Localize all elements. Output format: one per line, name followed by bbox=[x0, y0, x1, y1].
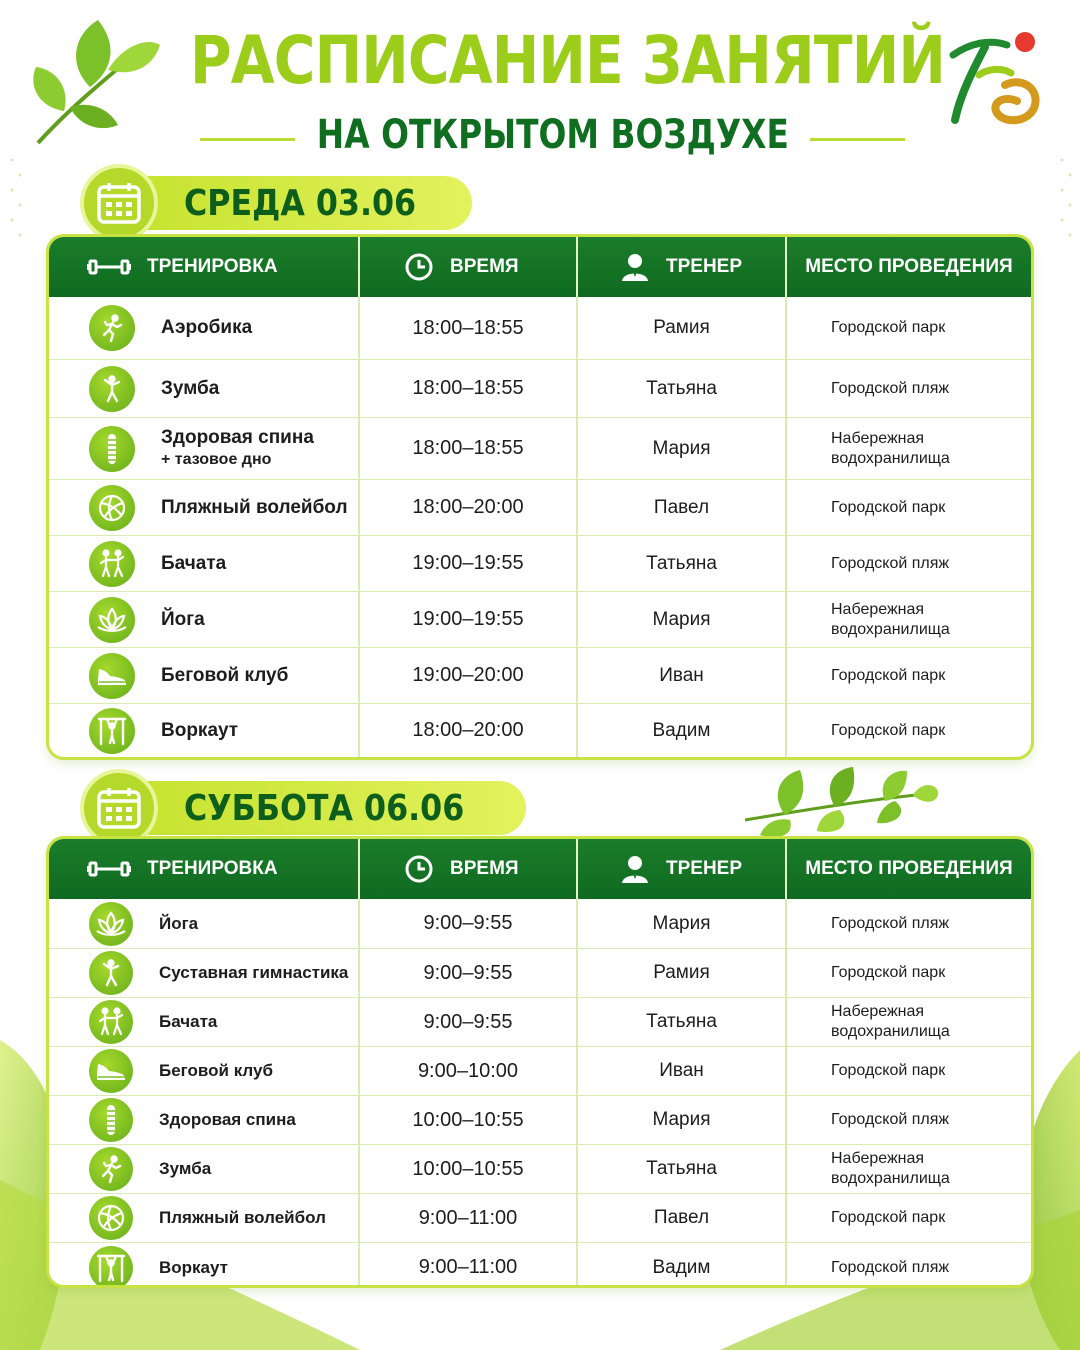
activity-name bbox=[161, 427, 314, 471]
dumbbell-icon bbox=[87, 256, 131, 278]
activity-name bbox=[159, 1011, 217, 1033]
cell-activity bbox=[49, 1243, 360, 1288]
pullup-bar-icon bbox=[89, 708, 135, 754]
runner-icon bbox=[89, 305, 135, 351]
activity-line-1: Здоровая спина bbox=[159, 1110, 296, 1129]
place-text bbox=[831, 721, 945, 741]
cell-trainer: Рамия bbox=[578, 949, 787, 997]
place-line-1: Городской парк bbox=[831, 964, 946, 981]
cell-time: 18:00–18:55 bbox=[360, 360, 578, 417]
place-text bbox=[831, 600, 950, 640]
cell-trainer: Павел bbox=[578, 1194, 787, 1242]
day-label: СУББОТА 06.06 bbox=[184, 787, 465, 829]
cell-activity bbox=[49, 1194, 360, 1242]
cell-trainer: Мария bbox=[578, 418, 787, 479]
cell-activity bbox=[49, 592, 360, 647]
activity-name bbox=[161, 609, 205, 631]
dancing-couple-icon bbox=[89, 541, 135, 587]
activity-line-1: Воркаут bbox=[161, 719, 239, 741]
cell-trainer: Мария bbox=[578, 592, 787, 647]
table-row bbox=[49, 1046, 1031, 1095]
header-place bbox=[787, 237, 1031, 297]
place-line-1: Городской пляж bbox=[831, 554, 950, 572]
leaves-decoration bbox=[28, 15, 163, 150]
cell-place bbox=[787, 899, 1031, 948]
table-header bbox=[49, 237, 1031, 297]
table-body bbox=[49, 899, 1031, 1288]
header-place-label: МЕСТО ПРОВЕДЕНИЯ bbox=[805, 256, 1013, 277]
activity-line-1: Бачата bbox=[159, 1012, 218, 1031]
schedule-table bbox=[46, 234, 1034, 760]
header-trainer bbox=[578, 839, 787, 899]
pullup-bar-icon bbox=[89, 1246, 133, 1289]
place-text bbox=[831, 379, 949, 399]
place-line-1: Набережная bbox=[831, 1003, 925, 1020]
logo bbox=[945, 25, 1045, 130]
cell-activity bbox=[49, 418, 360, 479]
cell-time: 18:00–20:00 bbox=[360, 704, 578, 757]
cell-trainer: Татьяна bbox=[578, 998, 787, 1046]
lotus-icon bbox=[89, 597, 135, 643]
place-line-2: водохранилища bbox=[831, 620, 950, 638]
cell-time: 18:00–18:55 bbox=[360, 297, 578, 359]
header-trainer bbox=[578, 237, 787, 297]
header-place-label: МЕСТО ПРОВЕДЕНИЯ bbox=[805, 858, 1013, 879]
place-text bbox=[831, 1061, 945, 1081]
cell-trainer: Иван bbox=[578, 648, 787, 703]
place-line-1: Городской пляж bbox=[831, 1111, 950, 1128]
activity-line-1: Беговой клуб bbox=[161, 664, 289, 686]
cell-time: 18:00–20:00 bbox=[360, 480, 578, 535]
cell-place bbox=[787, 360, 1031, 417]
day-label-pill bbox=[140, 781, 526, 835]
activity-line-1: Йога bbox=[159, 913, 199, 933]
place-text bbox=[831, 1110, 949, 1130]
dumbbell-icon bbox=[87, 858, 131, 880]
table-row bbox=[49, 591, 1031, 647]
place-line-1: Городской парк bbox=[831, 319, 946, 336]
activity-name bbox=[159, 1207, 326, 1229]
place-text bbox=[831, 666, 945, 686]
activity-line-1: Йога bbox=[161, 608, 205, 630]
activity-name bbox=[159, 1060, 273, 1082]
cell-activity bbox=[49, 480, 360, 535]
activity-line-1: Пляжный волейбол bbox=[161, 496, 348, 518]
header-place bbox=[787, 839, 1031, 899]
cell-place bbox=[787, 949, 1031, 997]
schedule-table bbox=[46, 836, 1034, 1288]
table-row bbox=[49, 703, 1031, 757]
cell-time: 18:00–18:55 bbox=[360, 418, 578, 479]
subtitle-row bbox=[200, 112, 905, 162]
cell-time: 19:00–20:00 bbox=[360, 648, 578, 703]
cell-trainer: Вадим bbox=[578, 704, 787, 757]
cell-activity bbox=[49, 648, 360, 703]
cell-place bbox=[787, 1047, 1031, 1095]
day-label-pill bbox=[140, 176, 472, 230]
cell-place bbox=[787, 297, 1031, 359]
table-row bbox=[49, 297, 1031, 359]
table-row bbox=[49, 948, 1031, 997]
cell-activity bbox=[49, 360, 360, 417]
dancing-couple-icon bbox=[89, 1000, 133, 1044]
header-time bbox=[360, 237, 578, 297]
clock-icon bbox=[404, 252, 434, 282]
cell-place bbox=[787, 1243, 1031, 1288]
place-text bbox=[831, 1002, 950, 1042]
place-line-1: Городской пляж bbox=[831, 914, 950, 932]
table-row bbox=[49, 417, 1031, 479]
place-line-1: Набережная bbox=[831, 429, 925, 447]
header-activity-label: ТРЕНИРОВКА bbox=[147, 256, 278, 277]
place-text bbox=[831, 914, 949, 934]
activity-name bbox=[161, 665, 288, 687]
cell-activity bbox=[49, 1096, 360, 1144]
cell-time: 10:00–10:55 bbox=[360, 1145, 578, 1193]
cell-activity bbox=[49, 704, 360, 757]
activity-name bbox=[159, 1158, 211, 1180]
place-text bbox=[831, 1149, 950, 1189]
place-text bbox=[831, 1258, 949, 1278]
cell-trainer: Мария bbox=[578, 1096, 787, 1144]
table-row bbox=[49, 1144, 1031, 1193]
cell-activity bbox=[49, 1047, 360, 1095]
place-line-2: водохранилища bbox=[831, 1023, 950, 1040]
sneaker-icon bbox=[89, 1049, 133, 1093]
runner-icon bbox=[89, 1147, 133, 1191]
cell-place bbox=[787, 1096, 1031, 1144]
cell-time: 10:00–10:55 bbox=[360, 1096, 578, 1144]
activity-line-1: Беговой клуб bbox=[159, 1061, 273, 1080]
activity-line-1: Аэробика bbox=[161, 317, 253, 338]
cell-activity bbox=[49, 998, 360, 1046]
activity-name bbox=[161, 317, 252, 339]
activity-name bbox=[159, 962, 348, 984]
table-row bbox=[49, 997, 1031, 1046]
table-row bbox=[49, 1242, 1031, 1288]
header-trainer-label: ТРЕНЕР bbox=[666, 256, 743, 277]
volleyball-icon bbox=[89, 485, 135, 531]
table-row bbox=[49, 359, 1031, 417]
table-row bbox=[49, 899, 1031, 948]
place-text bbox=[831, 429, 950, 469]
cell-activity bbox=[49, 297, 360, 359]
place-line-1: Городской парк bbox=[831, 1209, 946, 1226]
table-row bbox=[49, 647, 1031, 703]
cell-place bbox=[787, 1145, 1031, 1193]
cell-trainer: Вадим bbox=[578, 1243, 787, 1288]
volleyball-icon bbox=[89, 1196, 133, 1240]
leaves-decoration bbox=[745, 765, 940, 840]
cell-time: 9:00–11:00 bbox=[360, 1243, 578, 1288]
place-line-1: Набережная bbox=[831, 600, 925, 618]
day-label: СРЕДА 03.06 bbox=[184, 182, 417, 224]
header-time-label: ВРЕМЯ bbox=[450, 256, 519, 277]
place-line-1: Городской пляж bbox=[831, 379, 950, 397]
place-line-1: Городской парк bbox=[831, 666, 946, 684]
activity-name bbox=[159, 1109, 296, 1131]
clock-icon bbox=[404, 854, 434, 884]
person-icon bbox=[620, 854, 650, 884]
cell-place bbox=[787, 480, 1031, 535]
activity-name bbox=[161, 553, 226, 575]
cell-place bbox=[787, 418, 1031, 479]
header-trainer-label: ТРЕНЕР bbox=[666, 858, 743, 879]
place-line-1: Городской парк bbox=[831, 721, 946, 739]
sneaker-icon bbox=[89, 653, 135, 699]
place-line-1: Городской пляж bbox=[831, 1258, 950, 1276]
activity-name bbox=[159, 1257, 228, 1279]
activity-name bbox=[161, 497, 348, 519]
header-activity bbox=[49, 237, 360, 297]
cell-trainer: Иван bbox=[578, 1047, 787, 1095]
page-title: РАСПИСАНИЕ ЗАНЯТИЙ bbox=[190, 22, 946, 99]
cell-time: 19:00–19:55 bbox=[360, 592, 578, 647]
activity-name bbox=[159, 913, 198, 935]
place-text bbox=[831, 318, 945, 338]
dancer-icon bbox=[89, 951, 133, 995]
header-time-label: ВРЕМЯ bbox=[450, 858, 519, 879]
calendar-icon bbox=[80, 164, 158, 242]
cell-place bbox=[787, 704, 1031, 757]
activity-line-1: Бачата bbox=[161, 552, 227, 574]
cell-activity bbox=[49, 536, 360, 591]
cell-place bbox=[787, 592, 1031, 647]
cell-trainer: Татьяна bbox=[578, 360, 787, 417]
cell-activity bbox=[49, 949, 360, 997]
activity-line-1: Пляжный волейбол bbox=[159, 1208, 326, 1227]
header-time bbox=[360, 839, 578, 899]
cell-time: 9:00–9:55 bbox=[360, 949, 578, 997]
day-badge bbox=[80, 170, 460, 232]
activity-line-1: Суставная гимнастика bbox=[159, 963, 349, 982]
lotus-icon bbox=[89, 902, 133, 946]
cell-trainer: Павел bbox=[578, 480, 787, 535]
cell-time: 9:00–10:00 bbox=[360, 1047, 578, 1095]
place-text bbox=[831, 554, 949, 574]
table-row bbox=[49, 479, 1031, 535]
spine-icon bbox=[89, 426, 135, 472]
activity-line-2: + тазовое дно bbox=[161, 450, 272, 468]
activity-line-1: Зумба bbox=[159, 1159, 212, 1178]
cell-time: 9:00–9:55 bbox=[360, 998, 578, 1046]
place-line-1: Городской парк bbox=[831, 498, 946, 516]
spine-icon bbox=[89, 1098, 133, 1142]
subtitle-text: НА ОТКРЫТОМ ВОЗДУХЕ bbox=[316, 112, 789, 158]
table-body bbox=[49, 297, 1031, 757]
table-row bbox=[49, 535, 1031, 591]
activity-line-1: Здоровая спина bbox=[161, 426, 314, 448]
cell-place bbox=[787, 998, 1031, 1046]
person-icon bbox=[620, 252, 650, 282]
cell-activity bbox=[49, 1145, 360, 1193]
page-subtitle bbox=[200, 112, 905, 158]
place-line-2: водохранилища bbox=[831, 449, 950, 467]
place-text bbox=[831, 498, 945, 518]
cell-place bbox=[787, 1194, 1031, 1242]
cell-activity bbox=[49, 899, 360, 948]
header-activity-label: ТРЕНИРОВКА bbox=[147, 858, 278, 879]
table-row bbox=[49, 1193, 1031, 1242]
activity-name bbox=[161, 378, 219, 400]
header-activity bbox=[49, 839, 360, 899]
activity-line-1: Зумба bbox=[161, 377, 220, 399]
cell-time: 19:00–19:55 bbox=[360, 536, 578, 591]
place-line-1: Городской парк bbox=[831, 1062, 946, 1079]
cell-place bbox=[787, 536, 1031, 591]
table-row bbox=[49, 1095, 1031, 1144]
activity-name bbox=[161, 720, 238, 742]
cell-trainer: Мария bbox=[578, 899, 787, 948]
cell-trainer: Татьяна bbox=[578, 536, 787, 591]
day-badge bbox=[80, 775, 480, 837]
place-line-2: водохранилища bbox=[831, 1170, 950, 1187]
place-text bbox=[831, 963, 945, 983]
place-line-1: Набережная bbox=[831, 1150, 925, 1167]
place-text bbox=[831, 1208, 945, 1228]
cell-time: 9:00–9:55 bbox=[360, 899, 578, 948]
activity-line-1: Воркаут bbox=[159, 1257, 228, 1277]
cell-place bbox=[787, 648, 1031, 703]
cell-trainer: Рамия bbox=[578, 297, 787, 359]
dancer-icon bbox=[89, 366, 135, 412]
table-header bbox=[49, 839, 1031, 899]
cell-time: 9:00–11:00 bbox=[360, 1194, 578, 1242]
cell-trainer: Татьяна bbox=[578, 1145, 787, 1193]
